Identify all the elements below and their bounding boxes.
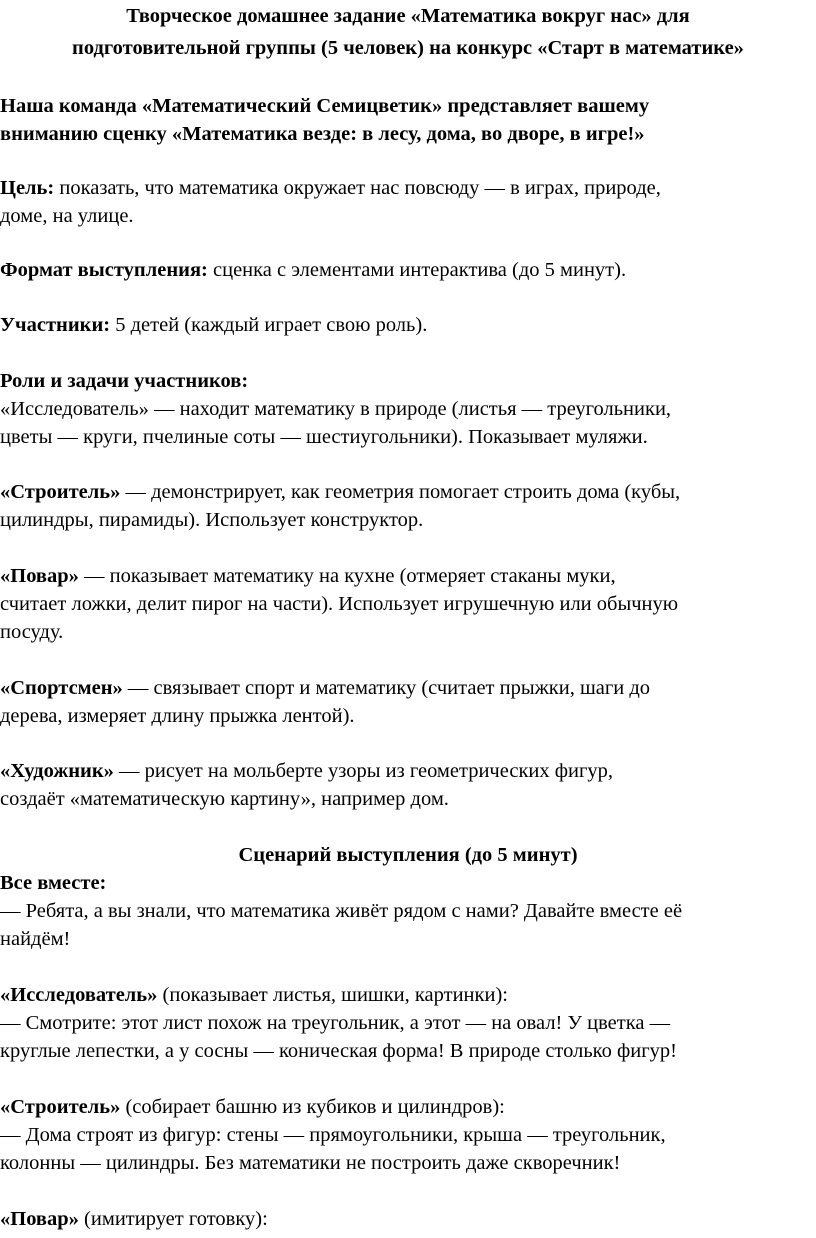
script-all-line-1: — Ребята, а вы знали, что математика живёт рядом с нами? Давайте вместе её — [0, 900, 683, 922]
script-builder-line-2: колонны — цилиндры. Без математики не построить даже скворечник! — [0, 1152, 621, 1174]
script-builder-heading: «Строитель» (собирает башню из кубиков и цилиндров): — [0, 1096, 505, 1118]
script-builder-line-1: — Дома строят из фигур: стены — прямоугольники, крыша — треугольник, — [0, 1124, 666, 1146]
role-researcher-line-2: цветы — круги, пчелиные соты — шестиугольники). Показывает муляжи. — [0, 426, 648, 448]
script-researcher-name: «Исследователь» — [0, 984, 158, 1006]
role-cook-line-2: считает ложки, делит пирог на части). Использует игрушечную или обычную — [0, 593, 679, 615]
intro-line-2: вниманию сценку «Математика везде: в лесу, дома, во дворе, в игре!» — [0, 123, 645, 145]
script-all-line-2: найдём! — [0, 928, 71, 950]
role-artist-name: «Художник» — [0, 760, 114, 782]
script-cook-heading: «Повар» (имитирует готовку): — [0, 1208, 268, 1230]
format-label: Формат выступления: — [0, 259, 208, 281]
goal-line-2: доме, на улице. — [0, 205, 134, 227]
script-heading: Сценарий выступления (до 5 минут) — [238, 844, 578, 866]
role-builder-line-1: «Строитель» — демонстрирует, как геометрия помогает строить дома (кубы, — [0, 481, 681, 503]
role-cook-name: «Повар» — [0, 565, 79, 587]
script-researcher-line-2: круглые лепестки, а у сосны — коническая форма! В природе столько фигур! — [0, 1040, 677, 1062]
script-builder-name: «Строитель» — [0, 1096, 121, 1118]
role-athlete-name: «Спортсмен» — [0, 677, 123, 699]
role-builder-name: «Строитель» — [0, 481, 121, 503]
role-cook-line-3: посуду. — [0, 621, 64, 643]
script-researcher-heading: «Исследователь» (показывает листья, шишки, картинки): — [0, 984, 508, 1006]
role-researcher-line-1: «Исследователь» — находит математику в природе (листья — треугольники, — [0, 398, 672, 420]
goal-label: Цель: — [0, 177, 55, 199]
role-athlete-line-1: «Спортсмен» — связывает спорт и математику (считает прыжки, шаги до — [0, 677, 651, 699]
role-builder-line-2: цилиндры, пирамиды). Использует конструктор. — [0, 509, 424, 531]
script-all-name: Все вместе: — [0, 872, 107, 894]
title-line-1: Творческое домашнее задание «Математика вокруг нас» для — [126, 5, 690, 27]
participants-label: Участники: — [0, 314, 111, 336]
role-athlete-line-2: дерева, измеряет длину прыжка лентой). — [0, 705, 355, 727]
role-artist-line-2: создаёт «математическую картину», например дом. — [0, 788, 449, 810]
format-line: Формат выступления: сценка с элементами интерактива (до 5 минут). — [0, 259, 627, 281]
script-researcher-line-1: — Смотрите: этот лист похож на треугольник, а этот — на овал! У цветка — — [0, 1012, 671, 1034]
participants-line: Участники: 5 детей (каждый играет свою роль). — [0, 314, 428, 336]
title-line-2: подготовительной группы (5 человек) на конкурс «Старт в математике» — [72, 37, 744, 59]
role-cook-line-1: «Повар» — показывает математику на кухне (отмеряет стаканы муки, — [0, 565, 616, 587]
roles-heading: Роли и задачи участников: — [0, 370, 249, 392]
goal-line-1: Цель: показать, что математика окружает нас повсюду — в играх, природе, — [0, 177, 661, 199]
intro-line-1: Наша команда «Математический Семицветик» представляет вашему — [0, 95, 650, 117]
script-cook-name: «Повар» — [0, 1208, 79, 1230]
role-artist-line-1: «Художник» — рисует на мольберте узоры из геометрических фигур, — [0, 760, 614, 782]
